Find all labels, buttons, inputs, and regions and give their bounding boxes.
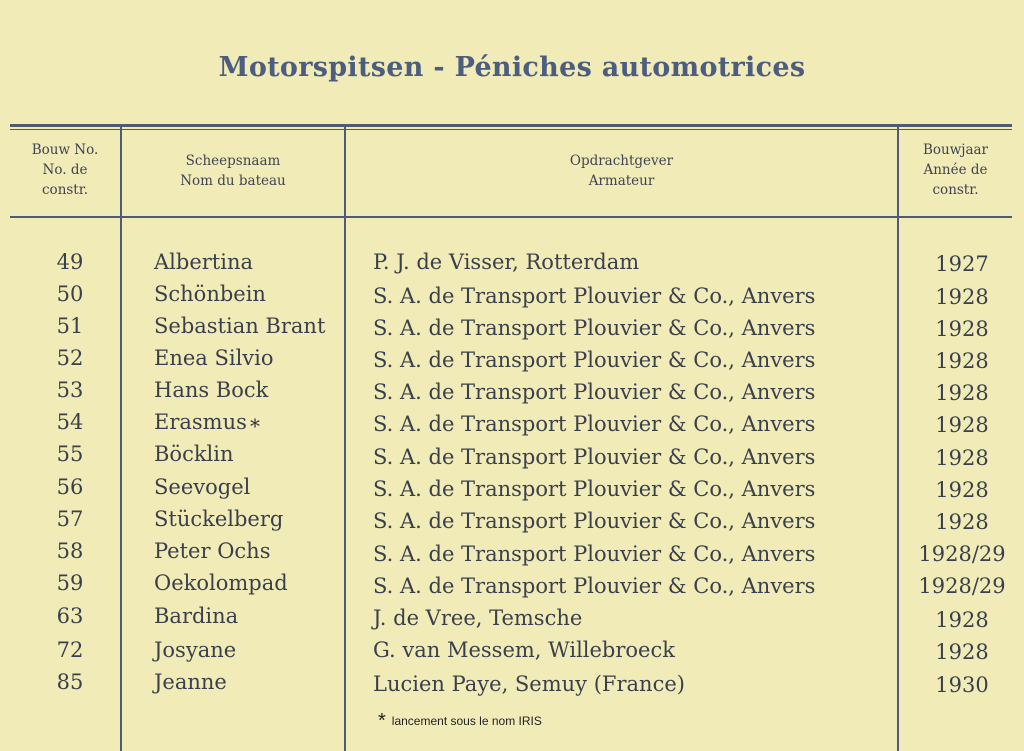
build-year: 1927 bbox=[935, 252, 989, 276]
ship-owner: S. A. de Transport Plouvier & Co., Anvers bbox=[373, 542, 816, 566]
row-number: 51 bbox=[56, 314, 84, 338]
ship-name: Stückelberg bbox=[154, 507, 284, 531]
build-year: 1928 bbox=[935, 317, 989, 341]
ship-name: Erasmus bbox=[154, 410, 247, 434]
header-opdracht-line-1: Opdrachtgever bbox=[569, 153, 674, 169]
ship-owner: G. van Messem, Willebroeck bbox=[373, 638, 675, 662]
build-year: 1928 bbox=[935, 608, 989, 632]
ship-owner: S. A. de Transport Plouvier & Co., Anvers bbox=[373, 380, 816, 404]
ship-name: Oekolompad bbox=[154, 571, 288, 595]
ship-name: Josyane bbox=[154, 638, 237, 662]
build-year: 1928 bbox=[935, 640, 989, 664]
ship-owner: P. J. de Visser, Rotterdam bbox=[373, 250, 640, 274]
row-number: 53 bbox=[56, 378, 84, 402]
ship-name: Sebastian Brant bbox=[154, 314, 326, 338]
build-year: 1928 bbox=[935, 510, 989, 534]
table-top-rule bbox=[10, 124, 1012, 127]
ship-name: Seevogel bbox=[154, 475, 251, 499]
footnote-marker: * bbox=[250, 414, 260, 438]
footnote-star: * bbox=[378, 710, 386, 732]
build-year: 1928 bbox=[935, 446, 989, 470]
ship-name: Albertina bbox=[154, 250, 253, 274]
header-jaar-line-3: constr. bbox=[932, 182, 979, 198]
header-bouw-line-3: constr. bbox=[42, 182, 88, 198]
build-year: 1928/29 bbox=[918, 574, 1006, 598]
column-divider-3 bbox=[897, 127, 899, 751]
row-number: 63 bbox=[56, 604, 84, 628]
build-year: 1928 bbox=[935, 349, 989, 373]
build-year: 1928 bbox=[935, 285, 989, 309]
header-jaar-line-2: Année de bbox=[923, 162, 988, 178]
header-bouw-line-2: No. de bbox=[42, 162, 88, 178]
header-bouw-no bbox=[12, 140, 118, 200]
header-bottom-rule bbox=[10, 216, 1012, 218]
row-number: 58 bbox=[56, 539, 84, 563]
ship-name: Böcklin bbox=[154, 442, 234, 466]
header-bouwjaar bbox=[899, 140, 1012, 200]
page-title: Motorspitsen - Péniches automotrices bbox=[218, 52, 806, 83]
ship-owner: S. A. de Transport Plouvier & Co., Anvers bbox=[373, 412, 816, 436]
header-jaar-line-1: Bouwjaar bbox=[922, 142, 989, 158]
row-number: 54 bbox=[56, 410, 84, 434]
row-number: 49 bbox=[56, 250, 84, 274]
ship-name: Peter Ochs bbox=[154, 539, 271, 563]
row-number: 57 bbox=[56, 507, 84, 531]
header-opdrachtgever bbox=[346, 151, 897, 191]
footnote bbox=[378, 708, 542, 731]
ship-owner: J. de Vree, Temsche bbox=[373, 606, 583, 630]
ship-name: Hans Bock bbox=[154, 378, 269, 402]
build-year: 1928 bbox=[935, 413, 989, 437]
column-divider-2 bbox=[344, 127, 346, 751]
row-number: 52 bbox=[56, 346, 84, 370]
column-divider-1 bbox=[120, 127, 122, 751]
header-opdracht-line-2: Armateur bbox=[588, 173, 655, 189]
ship-name: Jeanne bbox=[154, 670, 227, 694]
ship-owner: S. A. de Transport Plouvier & Co., Anvers bbox=[373, 348, 816, 372]
ship-owner: S. A. de Transport Plouvier & Co., Anvers bbox=[373, 477, 816, 501]
ship-name: Bardina bbox=[154, 604, 239, 628]
header-bouw-line-1: Bouw No. bbox=[31, 142, 99, 158]
build-year: 1928/29 bbox=[918, 542, 1006, 566]
build-year: 1928 bbox=[935, 478, 989, 502]
row-number: 55 bbox=[56, 442, 84, 466]
header-scheepsnaam bbox=[122, 151, 344, 191]
ship-name: Enea Silvio bbox=[154, 346, 274, 370]
ship-owner: S. A. de Transport Plouvier & Co., Anvers bbox=[373, 316, 816, 340]
header-naam-line-1: Scheepsnaam bbox=[185, 153, 281, 169]
ship-name: Schönbein bbox=[154, 282, 266, 306]
row-number: 50 bbox=[56, 282, 84, 306]
ship-owner: S. A. de Transport Plouvier & Co., Anvers bbox=[373, 574, 816, 598]
ship-owner: S. A. de Transport Plouvier & Co., Anvers bbox=[373, 445, 816, 469]
table-top-rule-thin bbox=[10, 129, 1012, 130]
header-naam-line-2: Nom du bateau bbox=[180, 173, 286, 189]
footnote-text: lancement sous le nom IRIS bbox=[391, 714, 542, 728]
row-number: 59 bbox=[56, 571, 84, 595]
ship-owner: Lucien Paye, Semuy (France) bbox=[373, 672, 685, 696]
row-number: 72 bbox=[56, 638, 84, 662]
row-number: 85 bbox=[56, 670, 84, 694]
ship-owner: S. A. de Transport Plouvier & Co., Anvers bbox=[373, 284, 816, 308]
build-year: 1928 bbox=[935, 381, 989, 405]
ship-owner: S. A. de Transport Plouvier & Co., Anvers bbox=[373, 509, 816, 533]
build-year: 1930 bbox=[935, 673, 989, 697]
row-number: 56 bbox=[56, 475, 84, 499]
